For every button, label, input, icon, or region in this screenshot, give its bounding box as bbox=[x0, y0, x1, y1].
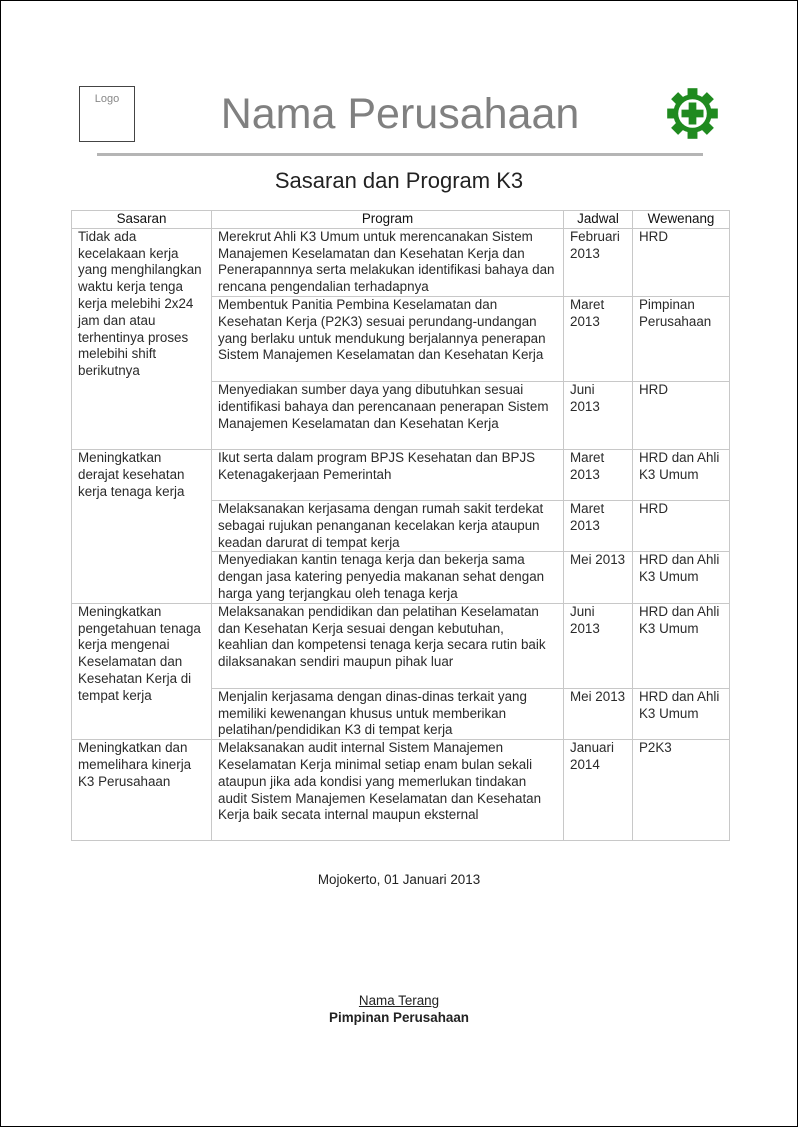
header-divider bbox=[97, 153, 703, 156]
wewenang-cell: HRD dan Ahli K3 Umum bbox=[633, 552, 730, 603]
header-sasaran: Sasaran bbox=[72, 211, 212, 229]
jadwal-cell: Maret 2013 bbox=[564, 449, 633, 500]
jadwal-cell: Juni 2013 bbox=[564, 603, 633, 688]
jadwal-cell: Juni 2013 bbox=[564, 381, 633, 449]
cross-horizontal bbox=[682, 110, 704, 118]
wewenang-cell: HRD bbox=[633, 381, 730, 449]
wewenang-cell: HRD dan Ahli K3 Umum bbox=[633, 449, 730, 500]
logo-placeholder bbox=[79, 86, 135, 142]
program-cell: Menjalin kerjasama dengan dinas-dinas terkait yang memiliki kewenangan khusus untuk memberikan pelatihan/pendidikan K3 di tempat kerja bbox=[212, 688, 564, 739]
program-cell: Melaksanakan kerjasama dengan rumah sakit terdekat sebagai rujukan penanganan kecelakan kerja ataupun keadan darurat di tempat kerja bbox=[212, 500, 564, 551]
table-header-row bbox=[72, 211, 730, 229]
program-cell: Ikut serta dalam program BPJS Kesehatan dan BPJS Ketenagakerjaan Pemerintah bbox=[212, 449, 564, 500]
wewenang-cell: HRD bbox=[633, 500, 730, 551]
program-cell: Membentuk Panitia Pembina Keselamatan dan Kesehatan Kerja (P2K3) sesuai perundang-undangan yang berlaku untuk mendukung berjalannya penerapan Sistem Manajemen Keselamatan dan Kesehatan Kerja bbox=[212, 296, 564, 381]
wewenang-cell: HRD dan Ahli K3 Umum bbox=[633, 603, 730, 688]
program-cell: Merekrut Ahli K3 Umum untuk merencanakan Sistem Manajemen Keselamatan dan Kesehatan Kerja dan Penerapannnya serta melakukan identifikasi bahaya dan rencana pengendalian terhadapnya bbox=[212, 228, 564, 296]
table-row bbox=[72, 228, 730, 296]
program-cell: Menyediakan kantin tenaga kerja dan bekerja sama dengan jasa katering penyedia makanan sehat dengan harga yang terjangkau oleh tenaga kerja bbox=[212, 552, 564, 603]
logo-label: Logo bbox=[94, 93, 120, 105]
k3-gear-cross-icon bbox=[665, 86, 720, 141]
wewenang-cell: Pimpinan Perusahaan bbox=[633, 296, 730, 381]
jadwal-cell: Maret 2013 bbox=[564, 296, 633, 381]
program-cell: Melaksanakan audit internal Sistem Manajemen Keselamatan Kerja minimal setiap enam bulan sekali ataupun jika ada kondisi yang memerlukan tindakan audit Sistem Manajemen Keselamatan dan Kesehatan Kerja baik secata internal maupun eksternal bbox=[212, 740, 564, 841]
wewenang-cell: P2K3 bbox=[633, 740, 730, 841]
jadwal-cell: Mei 2013 bbox=[564, 552, 633, 603]
company-name: Nama Perusahaan bbox=[220, 90, 580, 138]
signer-name: Nama Terang bbox=[358, 993, 440, 1008]
jadwal-cell: Mei 2013 bbox=[564, 688, 633, 739]
header-wewenang: Wewenang bbox=[633, 211, 730, 229]
document-title: Sasaran dan Program K3 bbox=[274, 168, 524, 193]
sasaran-cell: Meningkatkan dan memelihara kinerja K3 Perusahaan bbox=[72, 740, 212, 841]
sasaran-cell: Meningkatkan derajat kesehatan kerja tenaga kerja bbox=[72, 449, 212, 603]
wewenang-cell: HRD dan Ahli K3 Umum bbox=[633, 688, 730, 739]
sasaran-cell: Meningkatkan pengetahuan tenaga kerja mengenai Keselamatan dan Kesehatan Kerja di tempat kerja bbox=[72, 603, 212, 739]
program-cell: Melaksanakan pendidikan dan pelatihan Keselamatan dan Kesehatan Kerja sesuai dengan kebutuhan, keahlian dan kompetensi tenaga kerja secara rutin baik dilaksanakan sendiri maupun pihak luar bbox=[212, 603, 564, 688]
table-row bbox=[72, 740, 730, 841]
header-program: Program bbox=[212, 211, 564, 229]
signer-title: Pimpinan Perusahaan bbox=[329, 1010, 469, 1025]
table-row bbox=[72, 603, 730, 688]
header-jadwal: Jadwal bbox=[564, 211, 633, 229]
sasaran-cell: Tidak ada kecelakaan kerja yang menghilangkan waktu kerja tenga kerja melebihi 2x24 jam dan atau terhentinya proses melebihi shift berikutnya bbox=[72, 228, 212, 449]
table-row bbox=[72, 449, 730, 500]
jadwal-cell: Februari 2013 bbox=[564, 228, 633, 296]
program-cell: Menyediakan sumber daya yang dibutuhkan sesuai identifikasi bahaya dan perencanaan penerapan Sistem Manajemen Keselamatan dan Kesehatan Kerja bbox=[212, 381, 564, 449]
k3-program-table bbox=[71, 210, 730, 841]
wewenang-cell: HRD bbox=[633, 228, 730, 296]
jadwal-cell: Maret 2013 bbox=[564, 500, 633, 551]
place-and-date: Mojokerto, 01 Januari 2013 bbox=[317, 872, 481, 887]
jadwal-cell: Januari 2014 bbox=[564, 740, 633, 841]
